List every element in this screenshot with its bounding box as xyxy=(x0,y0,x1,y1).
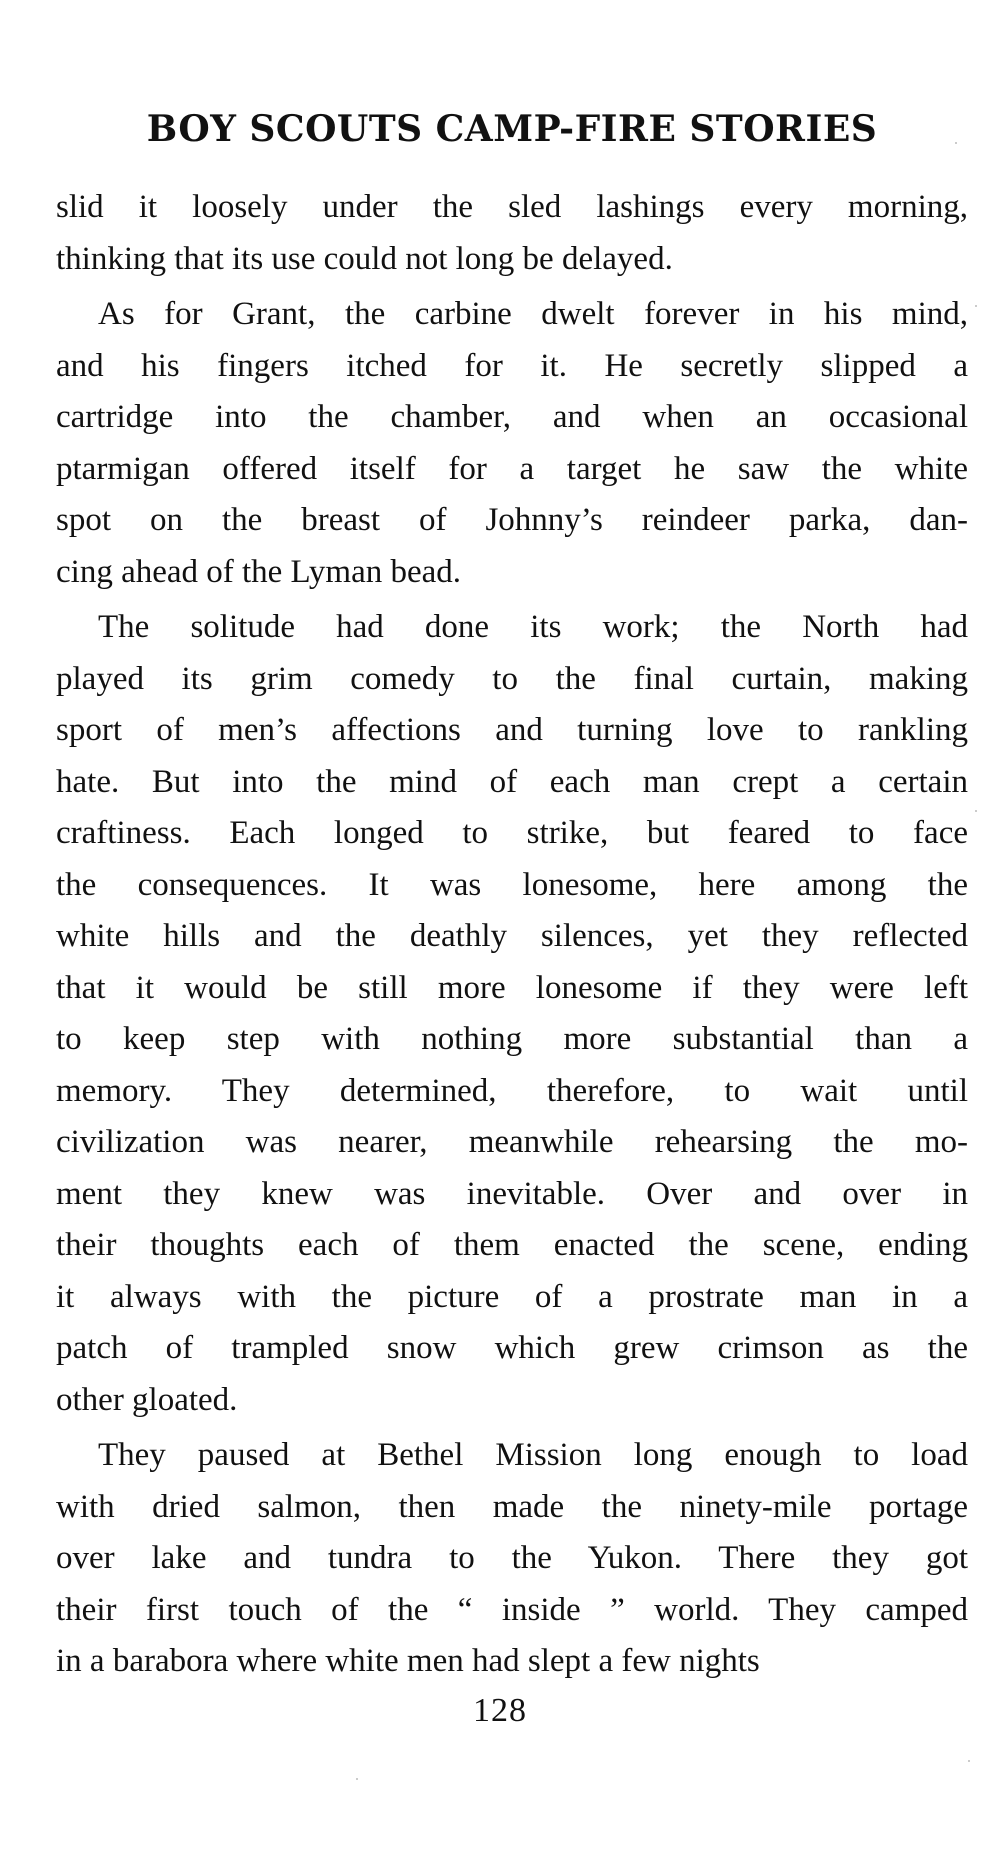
paper-speck xyxy=(968,1760,970,1762)
paragraph xyxy=(56,602,968,1426)
text-line: and his fingers itched for it. He secretly slipped a xyxy=(56,347,968,384)
text-line: cartridge into the chamber, and when an occasional xyxy=(56,399,968,435)
text-line: white hills and the deathly silences, yet they reflected xyxy=(56,918,968,954)
text-line: to keep step with nothing more substantial than a xyxy=(56,1021,968,1057)
text-line: other gloated. xyxy=(56,1381,238,1418)
text-line: their thoughts each of them enacted the scene, ending xyxy=(56,1227,968,1263)
text-line: it always with the picture of a prostrate man in a xyxy=(56,1278,968,1315)
paper-speck xyxy=(975,305,977,307)
text-line: sport of men’s affections and turning love to rankling xyxy=(56,712,968,748)
text-line: spot on the breast of Johnny’s reindeer parka, dan- xyxy=(56,502,968,538)
text-line: played its grim comedy to the final curtain, making xyxy=(56,660,968,697)
paper-speck xyxy=(955,142,957,144)
page-number: 128 xyxy=(473,1692,527,1729)
text-line: that it would be still more lonesome if they were left xyxy=(56,969,968,1006)
text-line: slid it loosely under the sled lashings every morning, xyxy=(56,189,968,225)
text-line: the consequences. It was lonesome, here among the xyxy=(56,866,968,903)
text-line: cing ahead of the Lyman bead. xyxy=(56,553,462,590)
text-line: over lake and tundra to the Yukon. There they got xyxy=(56,1540,968,1576)
text-line: with dried salmon, then made the ninety-mile portage xyxy=(56,1488,968,1525)
text-line: ment they knew was inevitable. Over and over in xyxy=(56,1175,968,1212)
text-line: thinking that its use could not long be delayed. xyxy=(56,240,673,277)
text-line: craftiness. Each longed to strike, but feared to face xyxy=(56,815,968,851)
text-line: memory. They determined, therefore, to wait until xyxy=(56,1072,968,1109)
text-line: patch of trampled snow which grew crimson as the xyxy=(56,1330,968,1366)
text-line: civilization was nearer, meanwhile rehearsing the mo- xyxy=(56,1124,968,1160)
paragraph xyxy=(56,289,968,598)
body-text xyxy=(56,182,968,1692)
text-line: They paused at Bethel Mission long enough to load xyxy=(98,1437,968,1473)
text-line: their first touch of the “ inside ” world. They camped xyxy=(56,1591,968,1628)
text-line: hate. But into the mind of each man crept a certain xyxy=(56,763,968,800)
paragraph xyxy=(56,182,968,285)
text-line: As for Grant, the carbine dwelt forever in his mind, xyxy=(98,296,968,332)
paper-speck xyxy=(975,810,977,812)
text-line: ptarmigan offered itself for a target he saw the white xyxy=(56,450,968,487)
paper-speck xyxy=(356,1778,358,1780)
paragraph xyxy=(56,1430,968,1688)
text-line: in a barabora where white men had slept a few nights xyxy=(56,1643,760,1679)
running-head: BOY SCOUTS CAMP-FIRE STORIES xyxy=(146,108,878,150)
text-line: The solitude had done its work; the North had xyxy=(98,609,968,645)
